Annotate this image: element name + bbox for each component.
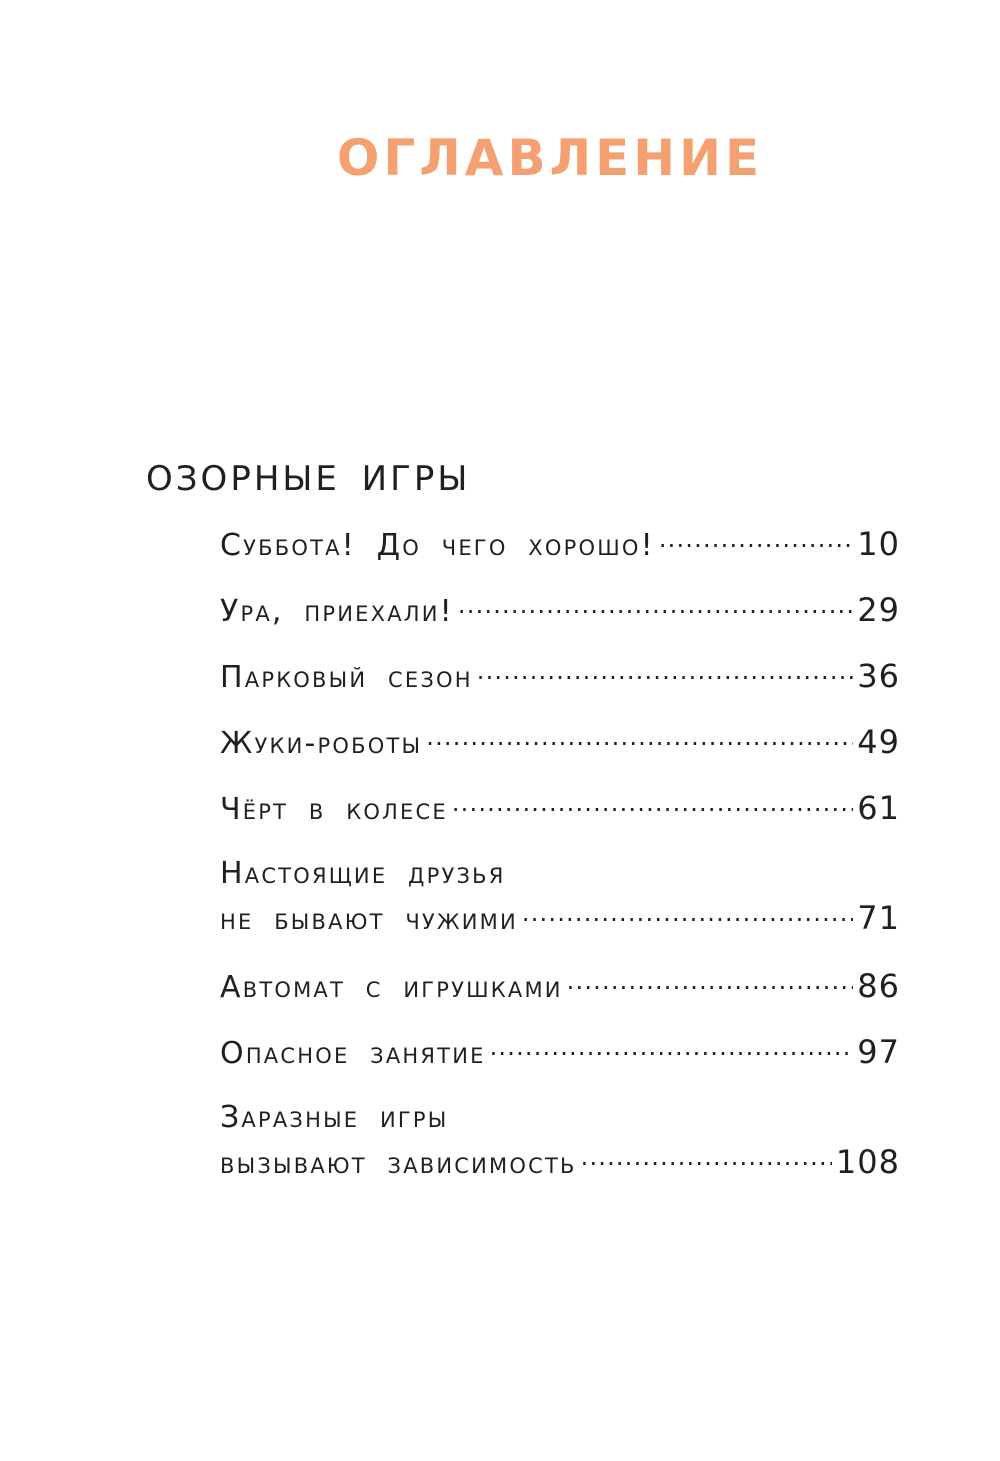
- dot-leader: [490, 1039, 854, 1063]
- toc-entry[interactable]: [220, 964, 900, 1010]
- toc-entry-page: 86: [857, 967, 900, 1005]
- dot-leader: [567, 973, 854, 997]
- toc-entry-title: Автомат с игрушками: [220, 970, 563, 1005]
- dot-leader: [477, 663, 854, 687]
- toc-entry-title: Ура, приехали!: [220, 594, 454, 629]
- toc-entry-page: 29: [857, 591, 900, 629]
- dot-leader: [659, 531, 853, 555]
- toc-entry[interactable]: [220, 786, 900, 832]
- toc-entry[interactable]: [220, 852, 900, 942]
- dot-leader: [452, 795, 853, 819]
- dot-leader: [522, 905, 853, 929]
- toc-entry-title-line: Заразные игры: [220, 1100, 449, 1135]
- toc-entry-page: 10: [857, 525, 900, 563]
- toc-entry[interactable]: [220, 588, 900, 634]
- toc-entry[interactable]: [220, 522, 900, 568]
- section-title: ОЗОРНЫЕ ИГРЫ: [146, 459, 471, 499]
- toc-entry-title: Опасное занятие: [220, 1036, 486, 1071]
- toc-entry-title: Чёрт в колесе: [220, 792, 448, 827]
- toc-entry-page: 71: [857, 899, 900, 937]
- toc-entry-title: вызывают зависимость: [220, 1146, 577, 1181]
- dot-leader: [581, 1149, 832, 1173]
- toc-entry-page: 97: [857, 1033, 900, 1071]
- toc-entry-title: Парковый сезон: [220, 660, 473, 695]
- toc-entry-title: не бывают чужими: [220, 902, 518, 937]
- toc-entry-page: 61: [857, 789, 900, 827]
- toc-entry[interactable]: [220, 1096, 900, 1186]
- toc-entry[interactable]: [220, 654, 900, 700]
- toc-entry-page: 36: [857, 657, 900, 695]
- toc-entry[interactable]: [220, 720, 900, 766]
- toc-entry-title-line: Настоящие друзья: [220, 856, 506, 891]
- toc-entry-page: 49: [857, 723, 900, 761]
- dot-leader: [458, 597, 853, 621]
- toc-entry-page: 108: [835, 1143, 900, 1181]
- toc-entry-title: Жуки-роботы: [220, 726, 423, 761]
- toc-entry[interactable]: [220, 1030, 900, 1076]
- dot-leader: [426, 729, 853, 753]
- toc-entry-title: Суббота! До чего хорошо!: [220, 528, 655, 563]
- page-title: ОГЛАВЛЕНИЕ: [336, 129, 764, 187]
